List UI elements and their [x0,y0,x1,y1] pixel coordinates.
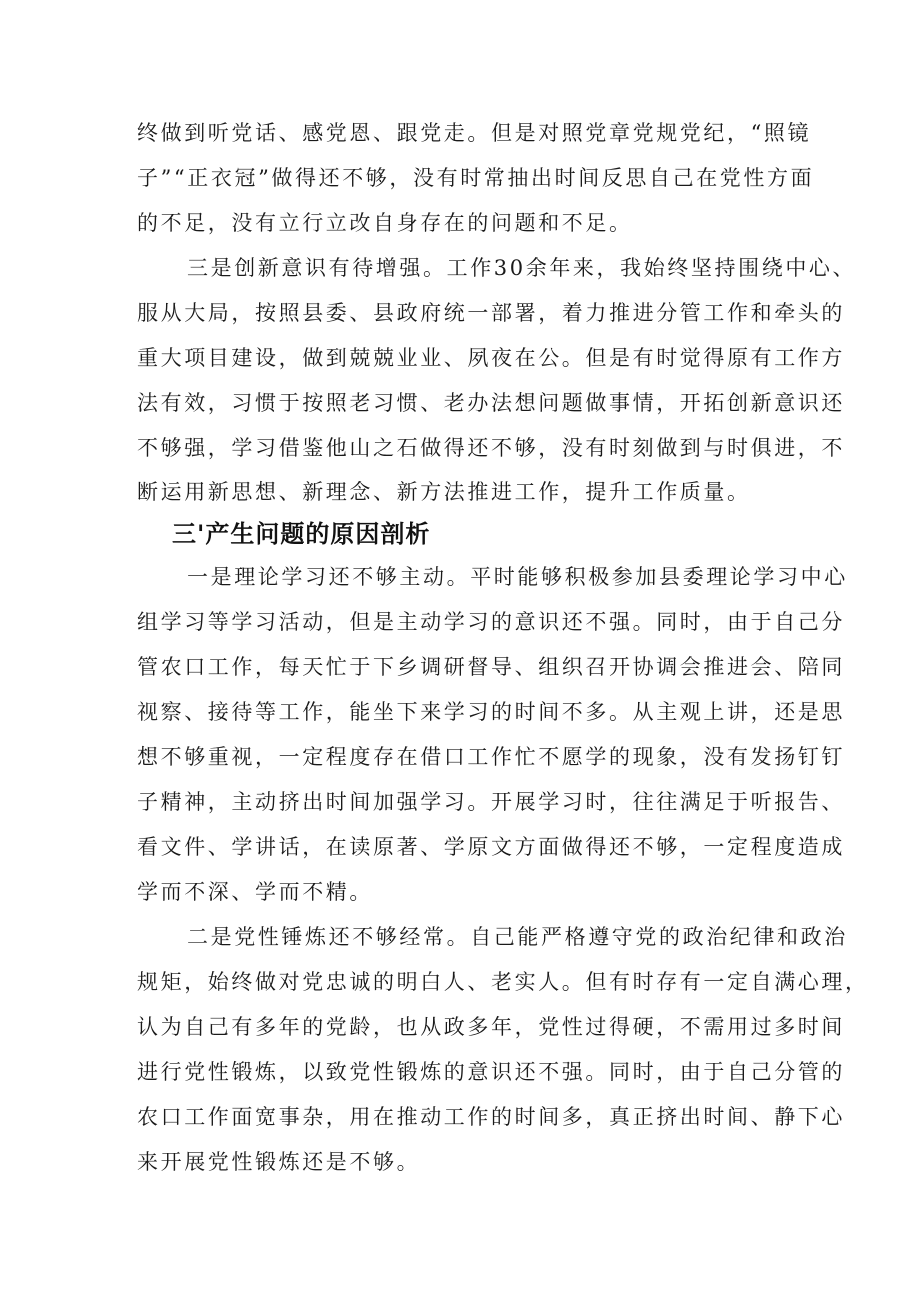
text-line: 农口工作面宽事杂，用在推动工作的时间多，真正挤出时间、静下心 [137,1105,845,1129]
text-line: 管农口工作，每天忙于下乡调研督导、组织召开协调会推进会、陪同 [137,655,845,679]
text-line: 子精神，主动挤出时间加强学习。开展学习时，往往满足于听报告、 [137,790,845,814]
text-line: 断运用新思想、新理念、新方法推进工作，提升工作质量。 [137,480,751,504]
text-line: 服从大局，按照县委、县政府统一部署，着力推进分管工作和牵头的 [137,301,845,325]
text-line: 的不足，没有立行立改自身存在的问题和不足。 [137,211,633,235]
paragraph-first-line: 三是创新意识有待增强。工作30余年来，我始终坚持围绕中心、 [187,256,857,280]
text-line: 重大项目建设，做到兢兢业业、夙夜在公。但是有时觉得原有工作方 [137,346,845,370]
text-line: 想不够重视，一定程度存在借口工作忙不愿学的现象，没有发扬钉钉 [137,745,845,769]
text-line: 子”“正衣冠”做得还不够，没有时常抽出时间反思自己在党性方面 [137,166,815,190]
text-line: 组学习等学习活动，但是主动学习的意识还不强。同时，由于自己分 [137,610,845,634]
text-line: 视察、接待等工作，能坐下来学习的时间不多。从主观上讲，还是思 [137,700,845,724]
text-line: 进行党性锻炼，以致党性锻炼的意识还不强。同时，由于自己分管的 [137,1060,845,1084]
text-line: 不够强，学习借鉴他山之石做得还不够，没有时刻做到与时俱进，不 [137,436,845,460]
text-line: 终做到听党话、感党恩、跟党走。但是对照党章党规党纪，“照镜 [137,121,812,145]
text-line: 学而不深、学而不精。 [137,880,373,904]
paragraph-first-line: 二是党性锤炼还不够经常。自己能严格遵守党的政治纪律和政治 [187,925,848,949]
paragraph-first-line: 一是理论学习还不够主动。平时能够积极参加县委理论学习中心 [187,565,848,589]
text-line: 认为自己有多年的党龄，也从政多年，党性过得硬，不需用过多时间 [137,1015,845,1039]
section-heading: 三'产生问题的原因剖析 [172,520,431,548]
text-line: 看文件、学讲话，在读原著、学原文方面做得还不够，一定程度造成 [137,835,845,859]
text-line: 来开展党性锻炼还是不够。 [137,1150,421,1174]
text-line: 法有效，习惯于按照老习惯、老办法想问题做事情，开拓创新意识还 [137,391,845,415]
text-line: 规矩，始终做对党忠诚的明白人、老实人。但有时存有一定自满心理， [137,970,869,994]
